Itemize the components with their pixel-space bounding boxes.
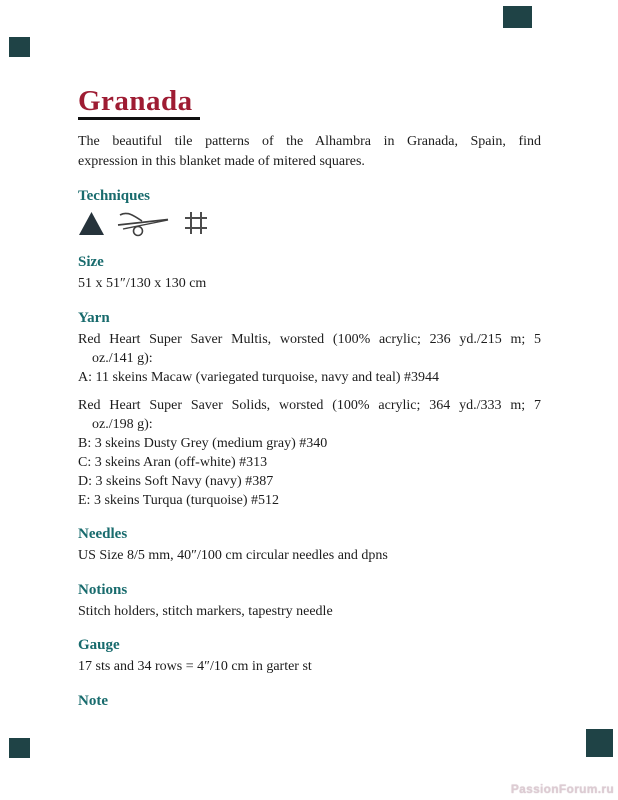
page-title: Granada bbox=[78, 86, 200, 120]
needles-value: US Size 8/5 mm, 40″/100 cm circular needles and dpns bbox=[78, 548, 388, 563]
grid-icon bbox=[183, 210, 209, 236]
triangle-icon bbox=[78, 211, 105, 236]
yarn-color-d: D: 3 skeins Soft Navy (navy) #387 bbox=[78, 474, 274, 489]
yarn-color-a: A: 11 skeins Macaw (variegated turquoise, navy and teal) #3944 bbox=[78, 370, 440, 385]
yarn-multis-line-2: oz./141 g): bbox=[92, 351, 153, 366]
intro-line-1: The beautiful tile patterns of the Alhambra in Granada, Spain, find bbox=[78, 134, 541, 149]
size-heading: Size bbox=[78, 254, 104, 270]
yarn-solids-line-1: Red Heart Super Saver Solids, worsted (100% acrylic; 364 yd./333 m; 7 bbox=[78, 398, 541, 413]
note-heading: Note bbox=[78, 693, 108, 709]
yarn-solids-line-2: oz./198 g): bbox=[92, 417, 153, 432]
corner-mark-top-left bbox=[9, 37, 30, 57]
techniques-icons bbox=[78, 209, 541, 237]
size-value: 51 x 51″/130 x 130 cm bbox=[78, 276, 207, 291]
needles-heading: Needles bbox=[78, 526, 128, 542]
corner-mark-top-right bbox=[503, 6, 532, 28]
paragraph-gap bbox=[78, 387, 541, 396]
gauge-value: 17 sts and 34 rows = 4″/10 cm in garter st bbox=[78, 659, 312, 674]
intro-line-2: expression in this blanket made of mitered squares. bbox=[78, 154, 365, 169]
yarn-multis-line-1: Red Heart Super Saver Multis, worsted (100% acrylic; 236 yd./215 m; 5 bbox=[78, 332, 541, 347]
corner-mark-bottom-right bbox=[586, 729, 613, 757]
yarn-heading: Yarn bbox=[78, 310, 110, 326]
intro-paragraph bbox=[78, 132, 541, 172]
notions-value: Stitch holders, stitch markers, tapestry needle bbox=[78, 604, 333, 619]
corner-mark-bottom-left bbox=[9, 738, 30, 758]
yarn-color-b: B: 3 skeins Dusty Grey (medium gray) #340 bbox=[78, 436, 328, 451]
yarn-solids-paragraph bbox=[78, 396, 541, 510]
techniques-heading: Techniques bbox=[78, 188, 150, 204]
page-content bbox=[78, 86, 541, 710]
notions-heading: Notions bbox=[78, 582, 128, 598]
yarn-color-e: E: 3 skeins Turqua (turquoise) #512 bbox=[78, 493, 280, 508]
yarn-multis-paragraph bbox=[78, 330, 541, 387]
watermark: PassionForum.ru bbox=[510, 782, 614, 796]
gauge-heading: Gauge bbox=[78, 637, 120, 653]
yarn-needle-icon bbox=[116, 209, 172, 237]
yarn-color-c: C: 3 skeins Aran (off-white) #313 bbox=[78, 455, 268, 470]
